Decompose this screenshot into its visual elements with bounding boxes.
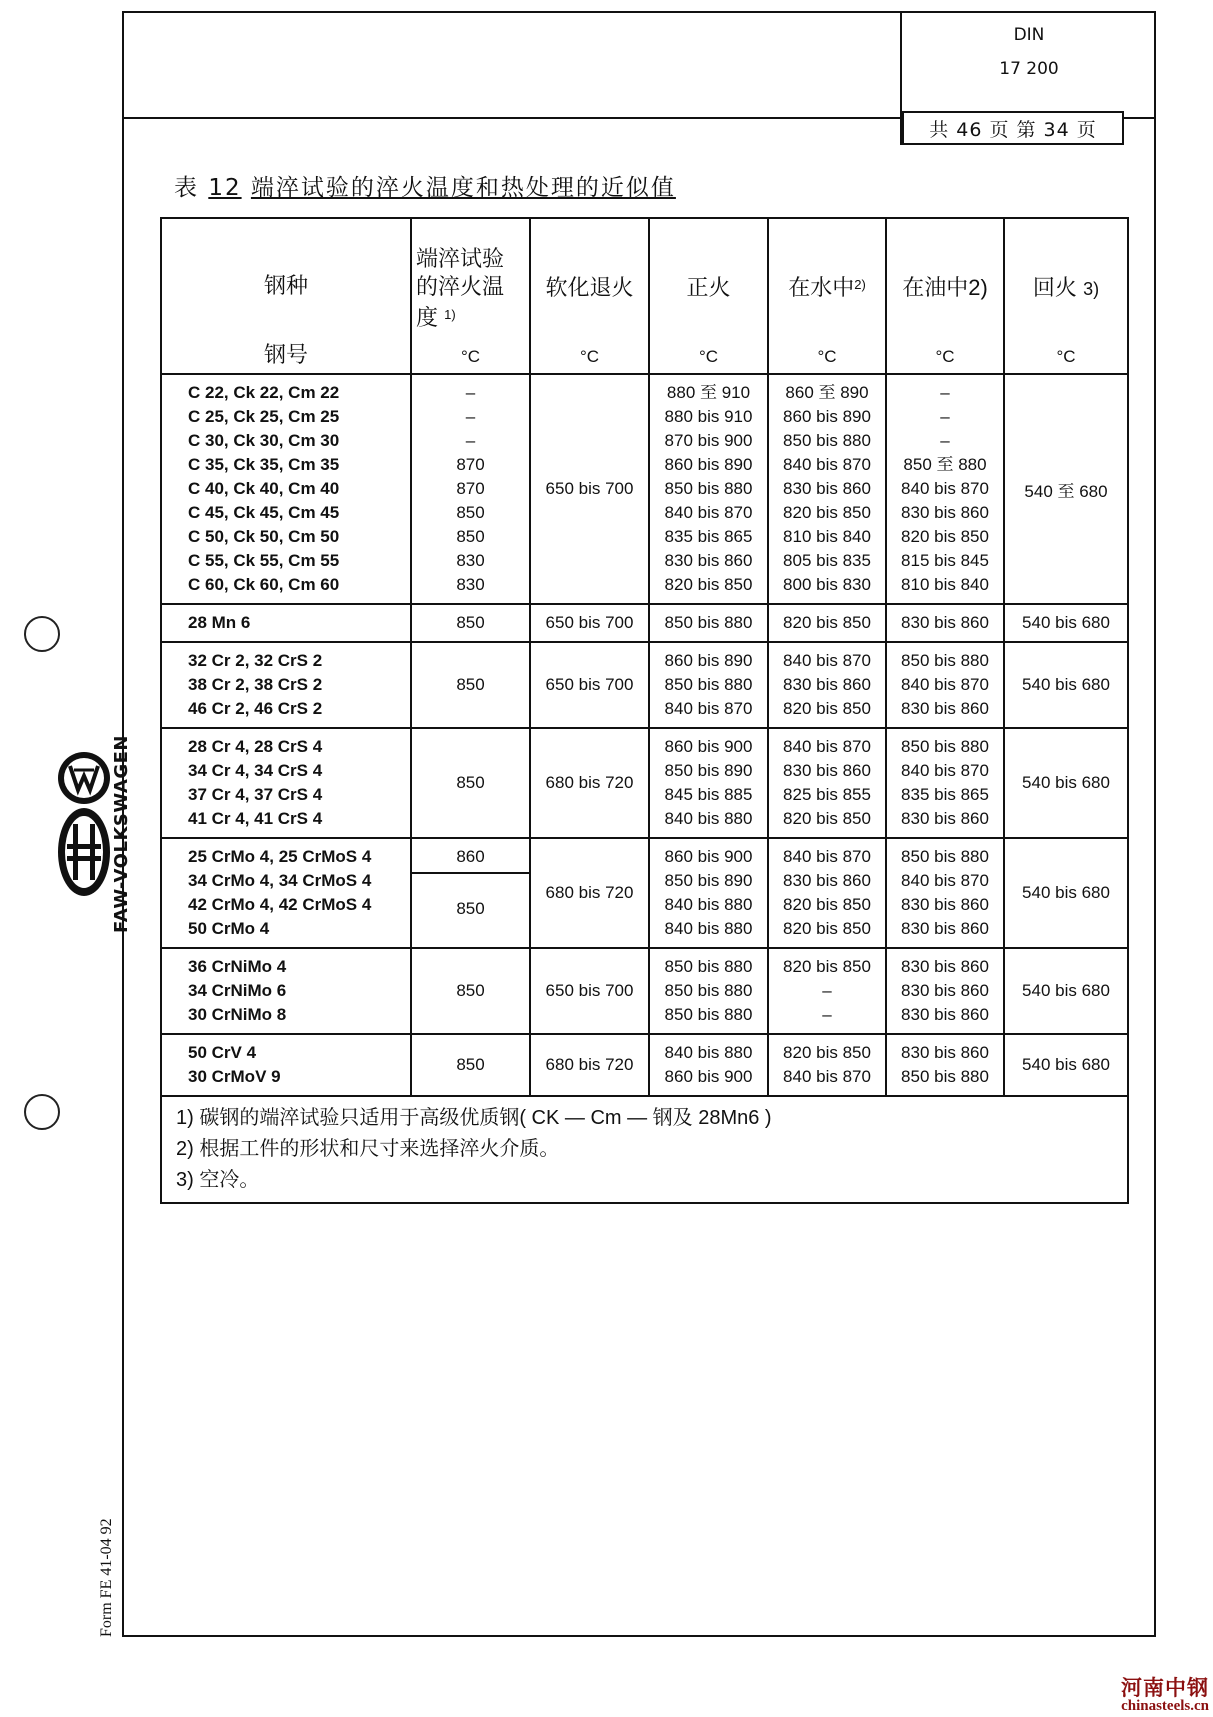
steel-grade-cell-value: 50 CrMo 4 <box>188 919 270 938</box>
oil-quench-cell-value: 830 bis 860 <box>901 919 989 938</box>
water-quench-cell-value: 820 bis 850 <box>783 503 871 522</box>
annealing-cell-value: 680 bis 720 <box>545 1055 634 1074</box>
steel-grade-cell-lines <box>162 649 410 721</box>
oil-quench-cell <box>886 1034 1004 1096</box>
steel-grade-cell-value: C 45, Ck 45, Cm 45 <box>188 503 340 522</box>
tempering-cell <box>1004 948 1128 1034</box>
normalizing-cell-value: 835 bis 865 <box>664 527 753 546</box>
water-quench-cell-value: 820 bis 850 <box>783 613 871 632</box>
normalizing-cell-value: 840 bis 870 <box>664 503 753 522</box>
normalizing-cell <box>649 604 768 642</box>
hardening-temp-cell <box>411 604 530 642</box>
oil-quench-cell-value: 830 bis 860 <box>901 957 989 976</box>
water-quench-cell-value: 820 bis 850 <box>783 809 871 828</box>
caption-prefix: 表 <box>174 175 199 201</box>
steel-grade-cell-lines <box>162 1041 410 1089</box>
oil-quench-cell-lines <box>887 955 1003 1027</box>
hardening-temp-cell <box>411 642 530 728</box>
annealing-cell <box>530 642 649 728</box>
header-water-label <box>769 271 885 302</box>
water-quench-cell-value: 840 bis 870 <box>783 1067 871 1086</box>
punch-hole <box>24 1094 60 1130</box>
normalizing-cell <box>649 642 768 728</box>
normalizing-cell-value: 840 bis 880 <box>664 919 753 938</box>
hardening-temp-cell <box>411 838 530 948</box>
steel-grade-cell-value: C 22, Ck 22, Cm 22 <box>188 383 340 402</box>
normalizing-cell-value: 860 bis 890 <box>664 651 753 670</box>
table-caption <box>174 169 676 202</box>
oil-quench-cell-value: 850 bis 880 <box>901 847 989 866</box>
tempering-cell-value: 540 bis 680 <box>1022 1055 1110 1074</box>
oil-quench-cell <box>886 642 1004 728</box>
tempering-cell-value: 540 至 680 <box>1024 481 1108 501</box>
normalizing-cell <box>649 1034 768 1096</box>
oil-quench-cell-value: 850 bis 880 <box>901 651 989 670</box>
unit-label: °C <box>579 347 600 366</box>
annealing-cell-value: 650 bis 700 <box>545 479 634 498</box>
header-hardening-label <box>416 245 525 332</box>
caption-number: 12 <box>208 175 242 201</box>
hardening-temp-cell-value: – <box>465 431 476 450</box>
din-label: DIN <box>1013 25 1045 45</box>
header-annealing-text: 软化退火 <box>545 275 634 300</box>
steel-grade-cell <box>161 604 411 642</box>
table-row <box>161 1034 1128 1096</box>
oil-quench-cell-lines <box>887 381 1003 597</box>
tempering-cell <box>1004 728 1128 838</box>
annealing-cell <box>530 838 649 948</box>
hardening-temp-cell <box>411 374 530 604</box>
col-header-tempering <box>1004 218 1128 374</box>
normalizing-cell-value: 850 bis 890 <box>664 871 753 890</box>
header-tempering-text: 回火 <box>1032 275 1077 300</box>
steel-grade-cell <box>161 642 411 728</box>
hardening-temp-value: 850 <box>456 899 485 918</box>
hardening-temp-cell-lines <box>412 381 529 597</box>
steel-grade-cell-value: 42 CrMo 4, 42 CrMoS 4 <box>188 895 372 914</box>
normalizing-cell-value: 850 bis 880 <box>664 957 753 976</box>
water-quench-cell-lines <box>769 381 885 597</box>
table-row <box>161 838 1128 948</box>
normalizing-cell-value: 840 bis 870 <box>664 699 753 718</box>
steel-grade-cell-value: 28 Mn 6 <box>188 613 251 632</box>
water-quench-cell-value: 830 bis 860 <box>783 761 871 780</box>
annealing-cell-value: 680 bis 720 <box>545 883 634 902</box>
oil-quench-cell-value: 815 bis 845 <box>901 551 989 570</box>
steel-grade-cell-lines <box>162 955 410 1027</box>
oil-quench-cell-value: 850 至 880 <box>903 455 987 474</box>
normalizing-cell-value: 850 bis 880 <box>664 675 753 694</box>
water-quench-cell-value: 800 bis 830 <box>783 575 871 594</box>
normalizing-cell <box>649 948 768 1034</box>
steel-grade-cell-value: 30 CrNiMo 8 <box>188 1005 287 1024</box>
table-row <box>161 948 1128 1034</box>
steel-grade-cell-value: 32 Cr 2, 32 CrS 2 <box>188 651 323 670</box>
normalizing-cell-value: 850 bis 890 <box>664 761 753 780</box>
normalizing-cell-lines <box>650 955 767 1027</box>
tempering-cell <box>1004 642 1128 728</box>
oil-quench-cell <box>886 948 1004 1034</box>
tempering-cell-value: 540 bis 680 <box>1022 613 1110 632</box>
water-quench-cell-lines <box>769 1041 885 1089</box>
normalizing-cell-lines <box>650 381 767 597</box>
steel-grade-cell-value: 38 Cr 2, 38 CrS 2 <box>188 675 323 694</box>
normalizing-cell-value: 840 bis 880 <box>664 1043 753 1062</box>
normalizing-cell-value: 830 bis 860 <box>664 551 753 570</box>
oil-quench-cell-value: 850 bis 880 <box>901 737 989 756</box>
unit-label: °C <box>817 347 837 366</box>
water-quench-cell-lines <box>769 649 885 721</box>
water-quench-cell-value: – <box>822 1005 832 1024</box>
oil-quench-cell <box>886 838 1004 948</box>
form-code: Form FE 41-04 92 <box>98 1518 115 1637</box>
unit-label: °C <box>1056 347 1076 366</box>
steel-grade-cell-lines <box>162 611 410 635</box>
oil-quench-cell-value: 840 bis 870 <box>901 761 989 780</box>
hardening-temp-value: 860 <box>412 842 529 873</box>
water-quench-cell <box>768 728 886 838</box>
oil-quench-cell-lines <box>887 845 1003 941</box>
unit-label: °C <box>460 347 481 366</box>
hardening-temp-cell-value: 850 <box>456 773 485 792</box>
oil-quench-cell-value: – <box>940 431 950 450</box>
water-quench-cell-value: 840 bis 870 <box>783 455 871 474</box>
water-quench-cell-lines <box>769 611 885 635</box>
normalizing-cell-value: 850 bis 880 <box>664 479 753 498</box>
steel-grade-cell-value: 34 Cr 4, 34 CrS 4 <box>188 761 323 780</box>
annealing-cell-value: 650 bis 700 <box>545 981 634 1000</box>
steel-grade-cell-value: 46 Cr 2, 46 CrS 2 <box>188 699 323 718</box>
header-water-text: 在水中 <box>788 275 855 300</box>
page-count: 共 46 页 第 34 页 <box>902 111 1124 145</box>
unit-label: °C <box>698 347 719 366</box>
header-normalizing-text: 正火 <box>686 275 731 300</box>
steel-grade-cell-value: C 40, Ck 40, Cm 40 <box>188 479 340 498</box>
col-header-hardening <box>411 218 530 374</box>
steel-grade-cell-value: 41 Cr 4, 41 CrS 4 <box>188 809 323 828</box>
normalizing-cell-value: 850 bis 880 <box>664 613 753 632</box>
normalizing-cell-value: 860 bis 900 <box>664 1067 753 1086</box>
oil-quench-cell <box>886 604 1004 642</box>
oil-quench-cell-value: 830 bis 860 <box>901 981 989 1000</box>
oil-quench-cell-lines <box>887 611 1003 635</box>
normalizing-cell-value: 850 bis 880 <box>664 1005 753 1024</box>
normalizing-cell-value: 845 bis 885 <box>664 785 753 804</box>
hardening-temp-cell-value: 850 <box>456 503 485 522</box>
oil-quench-cell-lines <box>887 735 1003 831</box>
oil-quench-cell-value: 820 bis 850 <box>901 527 989 546</box>
caption-title: 端淬试验的淬火温度和热处理的近似值 <box>250 175 676 201</box>
normalizing-cell-value: 820 bis 850 <box>664 575 753 594</box>
hardening-temp-cell-value: 850 <box>456 675 485 694</box>
steel-grade-cell-value: C 30, Ck 30, Cm 30 <box>188 431 340 450</box>
unit-label: °C <box>935 347 955 366</box>
tempering-cell <box>1004 374 1128 604</box>
header-steel-type: 钢种 <box>263 273 308 298</box>
oil-quench-cell-value: 830 bis 860 <box>901 1005 989 1024</box>
oil-quench-cell-value: – <box>940 407 950 426</box>
hardening-temp-cell <box>411 1034 530 1096</box>
oil-quench-cell-value: 830 bis 860 <box>901 699 989 718</box>
normalizing-cell <box>649 838 768 948</box>
water-quench-cell-value: 820 bis 850 <box>783 1043 871 1062</box>
water-quench-cell-value: 830 bis 860 <box>783 871 871 890</box>
steel-grade-cell-lines <box>162 845 410 941</box>
normalizing-cell-lines <box>650 845 767 941</box>
header-hardening-text: 端淬试验的淬火温度 <box>416 246 505 330</box>
table-row <box>161 374 1128 604</box>
table-row <box>161 728 1128 838</box>
tempering-cell-value: 540 bis 680 <box>1022 675 1110 694</box>
col-header-annealing <box>530 218 649 374</box>
normalizing-cell-lines <box>650 1041 767 1089</box>
normalizing-cell-value: 860 bis 890 <box>664 455 753 474</box>
tempering-cell-value: 540 bis 680 <box>1022 981 1110 1000</box>
water-quench-cell-value: 840 bis 870 <box>783 847 871 866</box>
water-quench-cell-value: 830 bis 860 <box>783 675 871 694</box>
water-quench-cell-value: 820 bis 850 <box>783 957 871 976</box>
watermark-en: chinasteels.cn <box>1121 1698 1209 1714</box>
steel-grade-cell-value: 37 Cr 4, 37 CrS 4 <box>188 785 323 804</box>
hardening-temp-cell-value: 870 <box>456 455 485 474</box>
tempering-cell-value: 540 bis 680 <box>1022 773 1110 792</box>
water-quench-cell-value: 840 bis 870 <box>783 651 871 670</box>
water-quench-cell-value: 820 bis 850 <box>783 895 871 914</box>
water-quench-cell-value: 825 bis 855 <box>783 785 871 804</box>
water-quench-cell-value: 805 bis 835 <box>783 551 871 570</box>
water-quench-cell <box>768 838 886 948</box>
steel-grade-cell-lines <box>162 735 410 831</box>
hardening-temp-cell-value: 850 <box>456 613 485 632</box>
water-quench-cell <box>768 374 886 604</box>
normalizing-cell-lines <box>650 611 767 635</box>
water-quench-cell-value: 810 bis 840 <box>783 527 871 546</box>
water-quench-cell <box>768 1034 886 1096</box>
watermark-zh: 河南中钢 <box>1121 1676 1209 1700</box>
watermark <box>1121 1676 1209 1715</box>
col-header-water <box>768 218 886 374</box>
normalizing-cell-value: 840 bis 880 <box>664 895 753 914</box>
steel-grade-cell-value: 50 CrV 4 <box>188 1043 257 1062</box>
annealing-cell-value: 680 bis 720 <box>545 773 634 792</box>
normalizing-cell-value: 880 bis 910 <box>664 407 753 426</box>
heat-treatment-table <box>160 217 1129 1204</box>
hardening-temp-cell-value: 830 <box>456 551 485 570</box>
col-header-oil <box>886 218 1004 374</box>
steel-grade-cell <box>161 838 411 948</box>
water-quench-cell-value: – <box>822 981 832 1000</box>
water-quench-cell <box>768 948 886 1034</box>
annealing-cell <box>530 604 649 642</box>
table-row <box>161 642 1128 728</box>
water-quench-cell-value: 850 bis 880 <box>783 431 871 450</box>
steel-grade-cell-value: 30 CrMoV 9 <box>188 1067 281 1086</box>
oil-quench-cell <box>886 728 1004 838</box>
normalizing-cell-value: 860 bis 900 <box>664 737 753 756</box>
oil-quench-cell-value: 850 bis 880 <box>901 1067 989 1086</box>
water-quench-cell-value: 860 至 890 <box>785 383 869 402</box>
oil-quench-cell-value: 810 bis 840 <box>901 575 989 594</box>
normalizing-cell-lines <box>650 649 767 721</box>
table-row <box>161 604 1128 642</box>
normalizing-cell-lines <box>650 735 767 831</box>
steel-grade-cell-value: 28 Cr 4, 28 CrS 4 <box>188 737 323 756</box>
water-quench-cell-value: 820 bis 850 <box>783 699 871 718</box>
tempering-cell <box>1004 604 1128 642</box>
hardening-temp-cell-value: 850 <box>456 1055 485 1074</box>
steel-grade-cell-value: 34 CrMo 4, 34 CrMoS 4 <box>188 871 372 890</box>
annealing-cell <box>530 948 649 1034</box>
steel-grade-cell-value: C 25, Ck 25, Cm 25 <box>188 407 340 426</box>
oil-quench-cell-lines <box>887 1041 1003 1089</box>
hardening-split <box>412 842 529 944</box>
water-quench-cell-value: 820 bis 850 <box>783 919 871 938</box>
steel-grade-cell <box>161 374 411 604</box>
water-quench-cell-value: 840 bis 870 <box>783 737 871 756</box>
oil-quench-cell-value: 830 bis 860 <box>901 895 989 914</box>
header-steel-number: 钢号 <box>263 342 308 367</box>
header-oil-text: 在油中 <box>902 275 969 300</box>
hardening-temp-cell-value: – <box>465 383 476 402</box>
steel-grade-cell <box>161 728 411 838</box>
din-number: 17 200 <box>999 59 1059 79</box>
water-quench-cell-lines <box>769 735 885 831</box>
oil-quench-cell-lines <box>887 649 1003 721</box>
annealing-cell-value: 650 bis 700 <box>545 675 634 694</box>
oil-quench-cell-value: 840 bis 870 <box>901 675 989 694</box>
footnote-mark-3: 3) <box>1083 279 1100 299</box>
oil-quench-cell-value: 840 bis 870 <box>901 479 989 498</box>
normalizing-cell <box>649 728 768 838</box>
normalizing-cell-value: 860 bis 900 <box>664 847 753 866</box>
annealing-cell <box>530 374 649 604</box>
col-header-steel <box>161 218 411 374</box>
header-tempering-label <box>1005 271 1127 302</box>
water-quench-cell <box>768 604 886 642</box>
steel-grade-cell <box>161 948 411 1034</box>
hardening-temp-cell-value: 850 <box>456 981 485 1000</box>
steel-grade-cell-value: 25 CrMo 4, 25 CrMoS 4 <box>188 847 372 866</box>
footnote-mark-2: 2) <box>854 277 866 292</box>
steel-grade-cell-value: C 35, Ck 35, Cm 35 <box>188 455 340 474</box>
normalizing-cell-value: 840 bis 880 <box>664 809 753 828</box>
steel-grade-cell-value: 36 CrNiMo 4 <box>188 957 287 976</box>
normalizing-cell-value: 870 bis 900 <box>664 431 753 450</box>
normalizing-cell-value: 880 至 910 <box>666 383 751 402</box>
oil-quench-cell-value: 830 bis 860 <box>901 1043 989 1062</box>
tempering-cell-value: 540 bis 680 <box>1022 883 1110 902</box>
hardening-temp-cell-value: 870 <box>456 479 485 498</box>
steel-grade-cell-value: C 60, Ck 60, Cm 60 <box>188 575 340 594</box>
oil-quench-cell-value: 835 bis 865 <box>901 785 989 804</box>
steel-grade-cell-value: C 50, Ck 50, Cm 50 <box>188 527 340 546</box>
footnote-3: 3) 空冷。 <box>176 1169 260 1191</box>
normalizing-cell-value: 850 bis 880 <box>664 981 753 1000</box>
oil-quench-cell-value: – <box>940 383 950 402</box>
hardening-temp-cell-value: 850 <box>456 527 485 546</box>
steel-grade-cell-value: C 55, Ck 55, Cm 55 <box>188 551 340 570</box>
steel-grade-cell <box>161 1034 411 1096</box>
footnotes <box>161 1096 1128 1203</box>
oil-quench-cell-value: 830 bis 860 <box>901 503 989 522</box>
annealing-cell <box>530 728 649 838</box>
normalizing-cell <box>649 374 768 604</box>
footnote-1: 1) 碳钢的端淬试验只适用于高级优质钢( CK — Cm — 钢及 28Mn6 ) <box>176 1107 772 1129</box>
col-header-normalizing <box>649 218 768 374</box>
punch-hole <box>24 616 60 652</box>
footnote-mark-2: 2) <box>968 275 988 300</box>
brand-label: FAW-VOLKSWAGEN <box>111 735 132 933</box>
footnote-2: 2) 根据工件的形状和尺寸来选择淬火介质。 <box>176 1138 560 1160</box>
oil-quench-cell-value: 830 bis 860 <box>901 613 989 632</box>
header-oil-label <box>887 271 1003 302</box>
oil-quench-cell-value: 840 bis 870 <box>901 871 989 890</box>
hardening-temp-cell-value: 830 <box>456 575 485 594</box>
hardening-temp-cell-value: – <box>465 407 476 426</box>
hardening-temp-cell <box>411 728 530 838</box>
water-quench-cell-lines <box>769 955 885 1027</box>
hardening-temp-cell <box>411 948 530 1034</box>
footnote-mark-1: 1) <box>444 307 456 322</box>
water-quench-cell <box>768 642 886 728</box>
annealing-cell-value: 650 bis 700 <box>545 613 634 632</box>
tempering-cell <box>1004 838 1128 948</box>
water-quench-cell-value: 830 bis 860 <box>783 479 871 498</box>
oil-quench-cell-value: 830 bis 860 <box>901 809 989 828</box>
annealing-cell <box>530 1034 649 1096</box>
table-body <box>161 374 1128 1096</box>
water-quench-cell-value: 860 bis 890 <box>783 407 871 426</box>
steel-grade-cell-value: 34 CrNiMo 6 <box>188 981 287 1000</box>
steel-grade-cell-lines <box>162 381 410 597</box>
tempering-cell <box>1004 1034 1128 1096</box>
water-quench-cell-lines <box>769 845 885 941</box>
oil-quench-cell <box>886 374 1004 604</box>
